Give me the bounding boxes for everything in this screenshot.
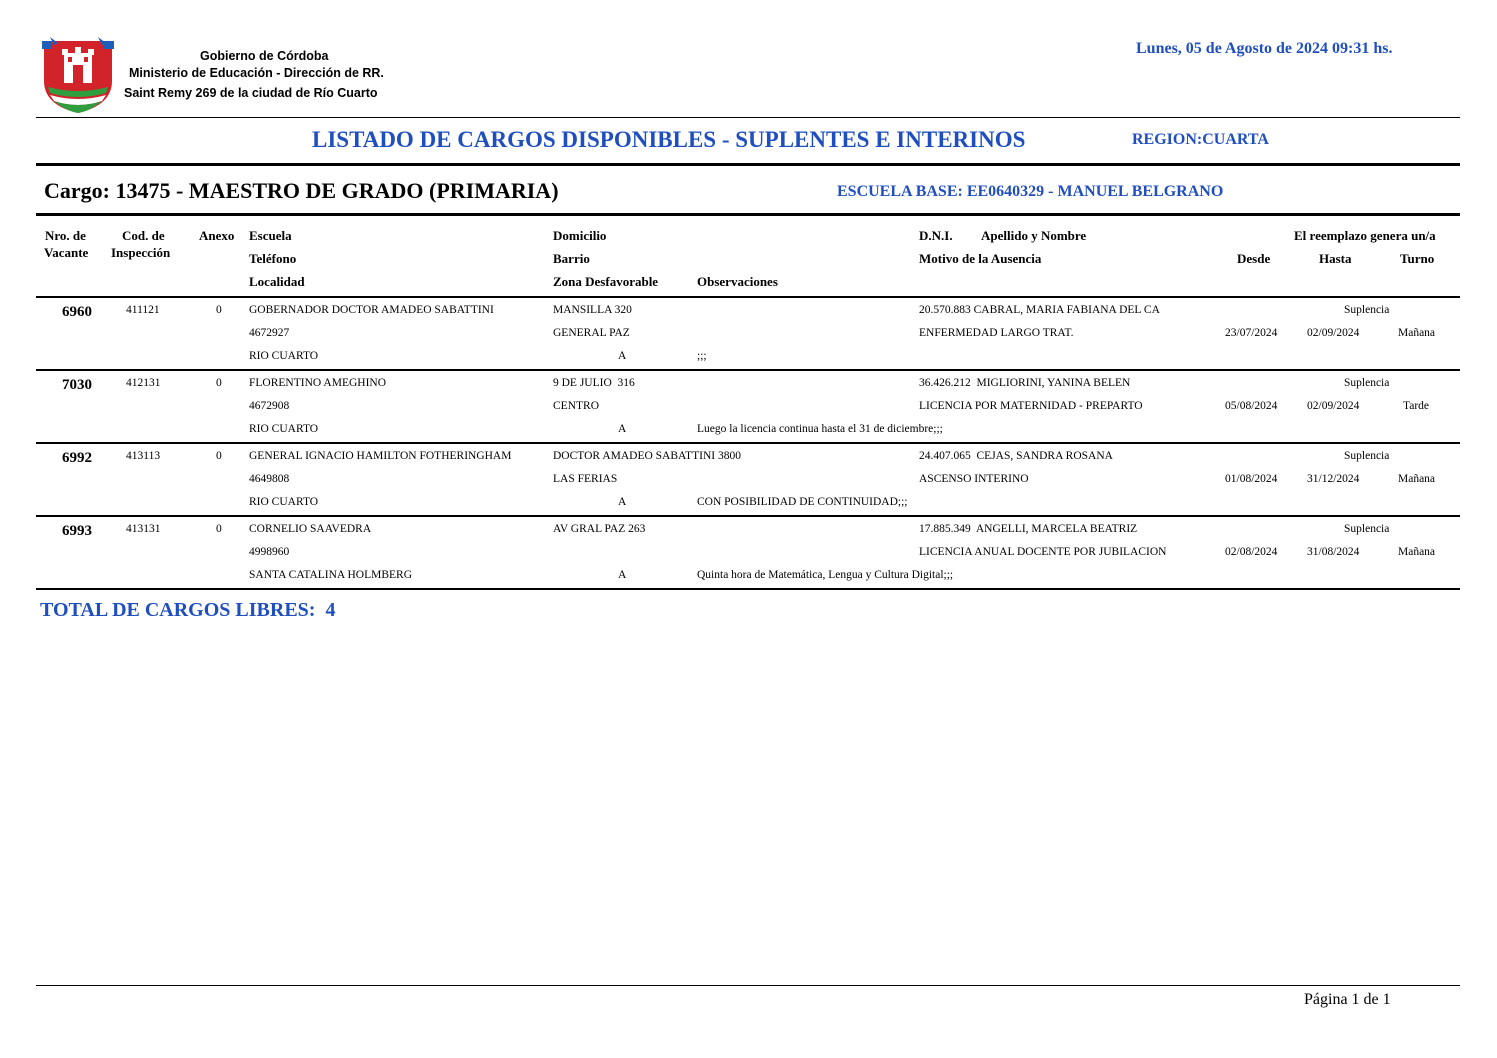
total-cargos-libres: TOTAL DE CARGOS LIBRES: 4 bbox=[40, 599, 336, 621]
col-dni: D.N.I. bbox=[919, 228, 953, 243]
col-domicilio: Domicilio bbox=[553, 228, 607, 243]
localidad: RIO CUARTO bbox=[249, 496, 319, 508]
turno: Mañana bbox=[1398, 327, 1436, 339]
telefono: 4672927 bbox=[249, 327, 290, 339]
row-divider bbox=[36, 369, 1460, 371]
report-date: Lunes, 05 de Agosto de 2024 09:31 hs. bbox=[1136, 40, 1393, 57]
cordoba-coat-of-arms-icon bbox=[40, 35, 116, 115]
org-address: Saint Remy 269 de la ciudad de Río Cuarto bbox=[124, 86, 378, 100]
telefono: 4998960 bbox=[249, 546, 290, 558]
zona: A bbox=[618, 350, 627, 362]
domicilio: DOCTOR AMADEO SABATTINI 3800 bbox=[553, 450, 741, 462]
table-bottom-divider bbox=[36, 588, 1460, 590]
observaciones: Luego la licencia continua hasta el 31 de diciembre;;; bbox=[697, 423, 943, 435]
col-reemplazo: El reemplazo genera un/a bbox=[1294, 228, 1436, 243]
col-nro-vacante-2: Vacante bbox=[44, 245, 89, 260]
header-divider bbox=[36, 117, 1460, 118]
hasta: 02/09/2024 bbox=[1307, 327, 1360, 339]
desde: 23/07/2024 bbox=[1225, 327, 1278, 339]
hasta: 31/12/2024 bbox=[1307, 473, 1360, 485]
localidad: SANTA CATALINA HOLMBERG bbox=[249, 569, 412, 581]
escuela-base-label: ESCUELA BASE: EE0640329 - MANUEL BELGRANO bbox=[837, 183, 1224, 200]
escuela: FLORENTINO AMEGHINO bbox=[249, 377, 387, 389]
domicilio: 9 DE JULIO 316 bbox=[553, 377, 635, 389]
header-row-divider bbox=[36, 296, 1460, 298]
page-number: Página 1 de 1 bbox=[1304, 991, 1391, 1008]
col-motivo: Motivo de la Ausencia bbox=[919, 251, 1042, 266]
cod-inspeccion: 413131 bbox=[126, 523, 161, 535]
localidad: RIO CUARTO bbox=[249, 423, 319, 435]
title-divider bbox=[36, 163, 1460, 166]
barrio: LAS FERIAS bbox=[553, 473, 618, 485]
dni-nombre: 36.426.212 MIGLIORINI, YANINA BELEN bbox=[919, 377, 1131, 389]
cod-inspeccion: 411121 bbox=[126, 304, 160, 316]
motivo: ENFERMEDAD LARGO TRAT. bbox=[919, 327, 1074, 339]
telefono: 4649808 bbox=[249, 473, 290, 485]
col-turno: Turno bbox=[1400, 251, 1435, 266]
turno: Mañana bbox=[1398, 546, 1436, 558]
col-observaciones: Observaciones bbox=[697, 274, 778, 289]
row-divider bbox=[36, 442, 1460, 444]
escuela: CORNELIO SAAVEDRA bbox=[249, 523, 372, 535]
col-localidad: Localidad bbox=[249, 274, 305, 289]
desde: 01/08/2024 bbox=[1225, 473, 1278, 485]
motivo: LICENCIA ANUAL DOCENTE POR JUBILACION bbox=[919, 546, 1167, 558]
observaciones: CON POSIBILIDAD DE CONTINUIDAD;;; bbox=[697, 496, 908, 508]
col-apellido: Apellido y Nombre bbox=[981, 228, 1087, 243]
motivo: ASCENSO INTERINO bbox=[919, 473, 1029, 485]
cod-inspeccion: 413113 bbox=[126, 450, 161, 462]
col-cod-inspeccion-2: Inspección bbox=[111, 245, 171, 260]
anexo: 0 bbox=[216, 304, 222, 316]
vacante-number: 6960 bbox=[62, 304, 92, 320]
col-cod-inspeccion-1: Cod. de bbox=[122, 228, 165, 243]
org-ministry: Ministerio de Educación - Dirección de RR. bbox=[129, 66, 384, 80]
zona: A bbox=[618, 423, 627, 435]
col-nro-vacante-1: Nro. de bbox=[45, 228, 86, 243]
escuela: GENERAL IGNACIO HAMILTON FOTHERINGHAM bbox=[249, 450, 512, 462]
vacante-number: 6993 bbox=[62, 523, 92, 539]
cargo-divider bbox=[36, 213, 1460, 216]
hasta: 31/08/2024 bbox=[1307, 546, 1360, 558]
domicilio: AV GRAL PAZ 263 bbox=[553, 523, 646, 535]
col-anexo: Anexo bbox=[199, 228, 235, 243]
dni-nombre: 17.885.349 ANGELLI, MARCELA BEATRIZ bbox=[919, 523, 1138, 535]
barrio: CENTRO bbox=[553, 400, 599, 412]
vacante-number: 6992 bbox=[62, 450, 92, 466]
vacante-number: 7030 bbox=[62, 377, 92, 393]
page-title: LISTADO DE CARGOS DISPONIBLES - SUPLENTES E INTERINOS bbox=[312, 127, 1026, 152]
localidad: RIO CUARTO bbox=[249, 350, 319, 362]
anexo: 0 bbox=[216, 523, 222, 535]
zona: A bbox=[618, 569, 627, 581]
telefono: 4672908 bbox=[249, 400, 290, 412]
barrio: GENERAL PAZ bbox=[553, 327, 630, 339]
tipo-reemplazo: Suplencia bbox=[1344, 304, 1390, 316]
org-name: Gobierno de Córdoba bbox=[200, 49, 329, 63]
tipo-reemplazo: Suplencia bbox=[1344, 523, 1390, 535]
hasta: 02/09/2024 bbox=[1307, 400, 1360, 412]
anexo: 0 bbox=[216, 377, 222, 389]
col-hasta: Hasta bbox=[1319, 251, 1352, 266]
anexo: 0 bbox=[216, 450, 222, 462]
observaciones: ;;; bbox=[697, 350, 707, 362]
turno: Mañana bbox=[1398, 473, 1436, 485]
dni-nombre: 20.570.883 CABRAL, MARIA FABIANA DEL CA bbox=[919, 304, 1160, 316]
footer-divider bbox=[36, 985, 1460, 986]
desde: 05/08/2024 bbox=[1225, 400, 1278, 412]
tipo-reemplazo: Suplencia bbox=[1344, 377, 1390, 389]
col-telefono: Teléfono bbox=[249, 251, 297, 266]
motivo: LICENCIA POR MATERNIDAD - PREPARTO bbox=[919, 400, 1143, 412]
cod-inspeccion: 412131 bbox=[126, 377, 161, 389]
col-barrio: Barrio bbox=[553, 251, 590, 266]
observaciones: Quinta hora de Matemática, Lengua y Cultura Digital;;; bbox=[697, 569, 954, 581]
desde: 02/08/2024 bbox=[1225, 546, 1278, 558]
cargo-label: Cargo: 13475 - MAESTRO DE GRADO (PRIMARIA) bbox=[44, 178, 559, 203]
col-zona: Zona Desfavorable bbox=[553, 274, 659, 289]
dni-nombre: 24.407.065 CEJAS, SANDRA ROSANA bbox=[919, 450, 1113, 462]
escuela: GOBERNADOR DOCTOR AMADEO SABATTINI bbox=[249, 304, 494, 316]
domicilio: MANSILLA 320 bbox=[553, 304, 632, 316]
col-desde: Desde bbox=[1237, 251, 1271, 266]
row-divider bbox=[36, 515, 1460, 517]
tipo-reemplazo: Suplencia bbox=[1344, 450, 1390, 462]
col-escuela: Escuela bbox=[249, 228, 292, 243]
turno: Tarde bbox=[1403, 400, 1430, 412]
zona: A bbox=[618, 496, 627, 508]
region-label: REGION:CUARTA bbox=[1132, 131, 1269, 148]
